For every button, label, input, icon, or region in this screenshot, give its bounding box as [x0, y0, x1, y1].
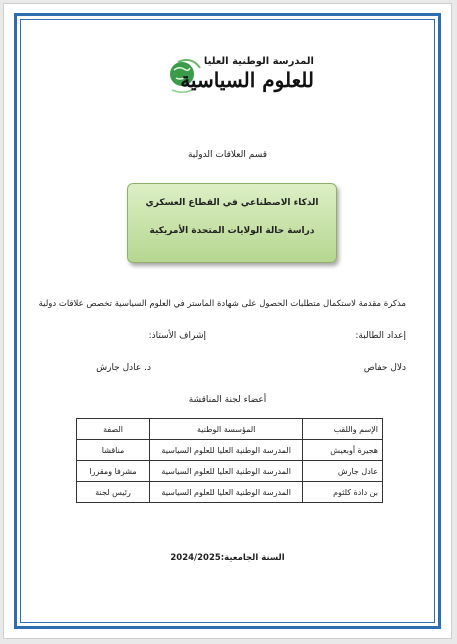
table-header-row	[77, 419, 383, 440]
school-logo	[144, 38, 314, 118]
jury-table	[76, 418, 383, 503]
memo-statement: مذكرة مقدمة لاستكمال متطلبات الحصول على شهادة الماستر في العلوم السياسية تخصص علاقات دولية	[38, 299, 406, 309]
title-box	[127, 183, 337, 263]
logo-school-name-top: المدرسة الوطنية العليا	[203, 56, 314, 67]
table-header-institution: المؤسسة الوطنية	[150, 419, 303, 440]
department-name: قسم العلاقات الدولية	[187, 150, 268, 160]
jury-member-role: مناقشا	[77, 440, 150, 461]
jury-member-institution: المدرسة الوطنية العليا للعلوم السياسية	[150, 461, 303, 482]
supervisor-name: د. عادل جارش	[96, 363, 151, 373]
prepared-by-label: إعداد الطالبة:	[355, 331, 406, 341]
student-name: دلال حفاص	[363, 363, 406, 373]
table-header-role: الصفة	[77, 419, 150, 440]
table-row	[77, 440, 383, 461]
thesis-title: الذكاء الاصطناعي في القطاع العسكري	[145, 198, 319, 208]
jury-member-name: بن دادة كلثوم	[303, 482, 383, 503]
jury-member-role: مشرفا ومقررا	[77, 461, 150, 482]
supervisor-label: إشراف الأستاذ:	[148, 331, 206, 341]
jury-member-institution: المدرسة الوطنية العليا للعلوم السياسية	[150, 482, 303, 503]
jury-member-institution: المدرسة الوطنية العليا للعلوم السياسية	[150, 440, 303, 461]
committee-title: أعضاء لجنة المناقشة	[188, 395, 267, 405]
jury-member-name: هجيرة أوبعيش	[303, 440, 383, 461]
table-row	[77, 461, 383, 482]
table-row	[77, 482, 383, 503]
document-page	[3, 3, 452, 639]
logo-school-name-main: للعلوم السياسية	[180, 68, 314, 92]
jury-member-role: رئيس لجنة	[77, 482, 150, 503]
academic-year: السنة الجامعية:2024/2025	[170, 553, 285, 563]
table-header-name: الإسم واللقب	[303, 419, 383, 440]
thesis-subtitle: دراسة حالة الولايات المتحدة الأمريكية	[149, 226, 315, 236]
jury-member-name: عادل جارش	[303, 461, 383, 482]
